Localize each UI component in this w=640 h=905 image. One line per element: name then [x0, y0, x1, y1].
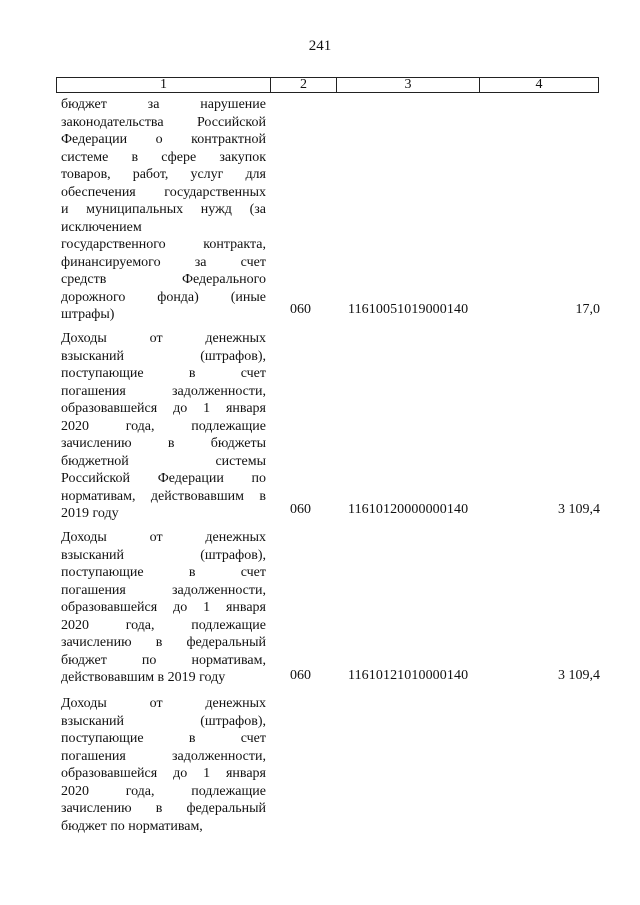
description-line: средств Федерального: [61, 272, 266, 287]
admin-code: 060: [290, 502, 311, 517]
description-line: погашения задолженности,: [61, 582, 266, 598]
description-line: и муниципальных нужд (за: [61, 202, 266, 217]
amount-value: 3 109,4: [558, 668, 600, 683]
description-line: зачислению в бюджеты: [61, 436, 266, 451]
description-line: 2019 году: [61, 506, 119, 521]
row-description: [61, 330, 266, 523]
admin-code: 060: [290, 302, 311, 317]
description-line: взысканий (штрафов),: [61, 348, 266, 364]
description-line: погашения задолженности,: [61, 748, 266, 764]
description-line: исключением: [61, 219, 142, 235]
description-line: зачислению в федеральный: [61, 801, 266, 816]
description-line: Доходы от денежных: [61, 696, 266, 711]
description-line: Доходы от денежных: [61, 530, 266, 545]
description-line: поступающие в счет: [61, 565, 266, 580]
page-number: 241: [308, 38, 332, 54]
budget-classification-code: 11610120000000140: [348, 502, 469, 517]
row-description: [61, 529, 266, 687]
description-line: поступающие в счет: [61, 731, 266, 746]
description-line: образовавшейся до 1 января: [61, 600, 266, 615]
column-header-2: 2: [271, 78, 337, 92]
column-header-4: 4: [535, 77, 543, 92]
description-line: государственного контракта,: [61, 237, 266, 252]
description-line: взысканий (штрафов),: [61, 713, 266, 729]
budget-classification-code: 11610121010000140: [348, 668, 469, 683]
description-line: финансируемого за счет: [61, 254, 266, 270]
row-description: [61, 96, 266, 324]
description-line: взысканий (штрафов),: [61, 547, 266, 563]
description-line: бюджет по нормативам,: [61, 652, 266, 668]
budget-classification-code: 11610051019000140: [348, 302, 469, 317]
description-line: дорожного фонда) (иные: [61, 289, 266, 305]
row-description: [61, 695, 266, 835]
description-line: штрафы): [61, 307, 115, 322]
amount-value: 17,0: [575, 302, 600, 317]
description-line: действовавшим в 2019 году: [61, 670, 226, 685]
description-line: образовавшейся до 1 января: [61, 766, 266, 781]
admin-code: 060: [290, 668, 311, 683]
description-line: поступающие в счет: [61, 366, 266, 381]
description-line: законодательства Российской: [61, 114, 266, 130]
description-line: бюджет за нарушение: [61, 97, 266, 112]
description-line: 2020 года, подлежащие: [61, 418, 266, 434]
description-line: зачислению в федеральный: [61, 635, 266, 650]
description-line: обеспечения государственных: [61, 184, 266, 200]
description-line: образовавшейся до 1 января: [61, 401, 266, 416]
description-line: нормативам, действовавшим в: [61, 488, 266, 504]
column-header-3: 3: [337, 78, 480, 92]
amount-value: 3 109,4: [558, 502, 600, 517]
description-line: бюджетной системы: [61, 453, 266, 469]
description-line: Российской Федерации по: [61, 471, 266, 486]
description-line: 2020 года, подлежащие: [61, 617, 266, 633]
column-header-1: 1: [57, 78, 271, 92]
description-line: Федерации о контрактной: [61, 132, 266, 147]
description-line: бюджет по нормативам,: [61, 818, 203, 834]
description-line: Доходы от денежных: [61, 331, 266, 346]
description-line: системе в сфере закупок: [61, 149, 266, 165]
description-line: 2020 года, подлежащие: [61, 783, 266, 799]
description-line: товаров, работ, услуг для: [61, 167, 266, 182]
description-line: погашения задолженности,: [61, 383, 266, 399]
table-header: [56, 77, 599, 93]
